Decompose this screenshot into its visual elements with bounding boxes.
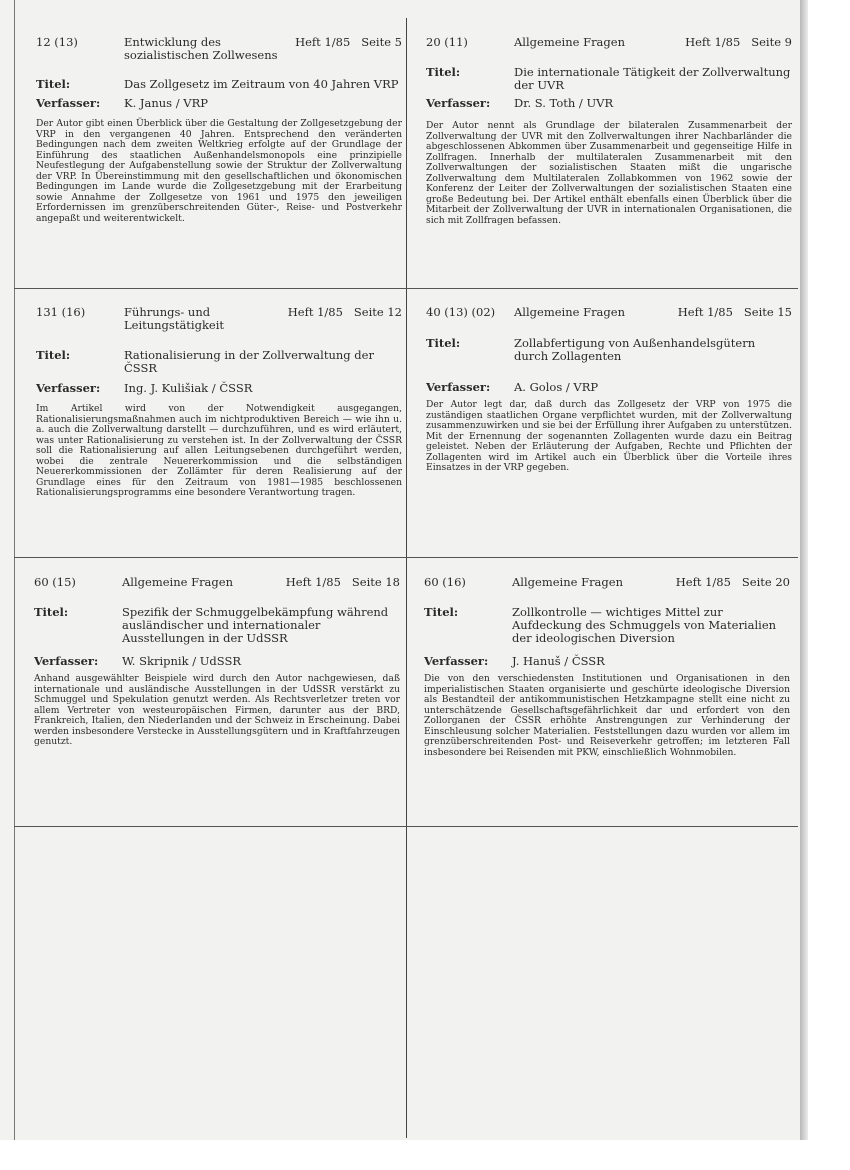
classification-code: 40 (13) (02) bbox=[426, 305, 496, 319]
rubric: Allgemeine Fragen bbox=[512, 575, 623, 589]
author: J. Hanuš / ČSSR bbox=[512, 654, 605, 668]
issue-reference: Heft 1/85 Seite 9 bbox=[685, 35, 792, 49]
rubric: Allgemeine Fragen bbox=[122, 575, 233, 589]
rubric: Führungs- und Leitungstätigkeit bbox=[124, 305, 225, 332]
classification-code: 60 (16) bbox=[424, 575, 466, 589]
card-header bbox=[36, 306, 402, 340]
classification-code: 20 (11) bbox=[426, 35, 468, 49]
title-label: Titel: bbox=[34, 605, 69, 619]
center-divider-line bbox=[406, 18, 407, 1138]
rubric: Entwicklung des sozialistischen Zollwesens bbox=[124, 35, 278, 62]
page-edge-shadow bbox=[800, 0, 808, 1140]
title-label: Titel: bbox=[426, 336, 461, 350]
author-label: Verfasser: bbox=[36, 96, 101, 110]
issue-reference: Heft 1/85 Seite 20 bbox=[675, 575, 790, 589]
classification-code: 12 (13) bbox=[36, 35, 78, 49]
author-label: Verfasser: bbox=[36, 381, 101, 395]
row-divider-2 bbox=[14, 557, 798, 558]
article-title: Spezifik der Schmuggelbekämpfung während ausländischer und internationaler Ausstellungen in der UdSSR bbox=[122, 605, 389, 645]
card-header bbox=[36, 36, 402, 70]
left-border-line bbox=[14, 0, 15, 1140]
abstract-text: Der Autor legt dar, daß durch das Zollgesetz der VRP von 1975 die zuständigen staatlichen Organe verpflichtet wurden, mit der Zollverwaltung zusammenzuwirken und sie bei der Erfüllung ihrer Aufgaben zu unterstützen. Mit der Ernennung der sogenannten Zollagenten wurde dazu ein Beitrag geleistet. Neben der Erläuterung der Aufgaben, Rechte und Pflichten der Zollagenten wird im Artikel auch ein Überblick über die Vorteile ihres Einsatzes in der VRP gegeben. bbox=[426, 399, 792, 473]
author: K. Janus / VRP bbox=[124, 96, 208, 110]
author-label: Verfasser: bbox=[426, 380, 491, 394]
title-label: Titel: bbox=[36, 77, 71, 91]
row-divider-3 bbox=[14, 826, 798, 827]
article-title: Das Zollgesetz im Zeitraum von 40 Jahren VRP bbox=[124, 77, 399, 91]
article-title: Rationalisierung in der Zollverwaltung der ČSSR bbox=[124, 348, 374, 375]
author-label: Verfasser: bbox=[426, 96, 491, 110]
author: Dr. S. Toth / UVR bbox=[514, 96, 614, 110]
article-title: Zollkontrolle — wichtiges Mittel zur Aufdeckung des Schmuggels von Materialien der ideologischen Diversion bbox=[512, 605, 777, 645]
article-title: Zollabfertigung von Außenhandelsgütern durch Zollagenten bbox=[514, 336, 756, 363]
abstract-text: Der Autor gibt einen Überblick über die Gestaltung der Zollgesetzgebung der VRP in den vergangenen 40 Jahren. Entsprechend den veränderten Bedingungen nach dem zweiten Weltkrieg erfolgte auf der Grundlage der Einführung des staatlichen Außenhandelsmonopols eine prinzipielle Neufestlegung der Aufgabenstellung sowie der Struktur der Zollverwaltung der VRP. In Übereinstimmung mit den gesellschaftlichen und ökonomischen Bedingungen im Lande wurde die Zollgesetzgebung mit der Erarbeitung sowie Annahme der Zollgesetze von 1961 und 1975 den jeweiligen Erfordernissen im grenzüberschreitenden Güter-, Reise- und Postverkehr angepaßt und weiterentwickelt. bbox=[36, 118, 402, 224]
abstract-text: Die von den verschiedensten Institutionen und Organisationen in den imperialistischen Staaten organisierte und geschürte ideologische Diversion als Bestandteil der antikommunistischen Hetzkampagne stellt eine nicht zu unterschätzende Gesellschaftsgefährlichkeit dar und erfordert von den Zollorganen der ČSSR erhöhte Anstrengungen zur Verhinderung der Einschleusung solcher Materialien. Feststellungen dazu wurden vor allem im grenzüberschreitenden Post- und Reiseverkehr getroffen; im letzteren Fall insbesondere bei Reisenden mit PKW, einschließlich Wohnmobilen. bbox=[424, 673, 790, 758]
article-title: Die internationale Tätigkeit der Zollverwaltung der UVR bbox=[514, 65, 791, 92]
issue-reference: Heft 1/85 Seite 5 bbox=[295, 35, 402, 49]
abstract-text: Im Artikel wird von der Notwendigkeit ausgegangen, Rationalisierungsmaßnahmen auch im nichtproduktiven Bereich — wie ihn u. a. auch die Zollverwaltung darstellt — durchzuführen, und es wird erläutert, was unter Rationalisierung zu verstehen ist. In der Zollverwaltung der ČSSR soll die Rationalisierung auf allen Leitungsebenen durchgeführt werden, wobei die zentrale Neuererkommission und die selbständigen Neuererkommissionen der Zollämter für deren Realisierung auf der Grundlage eines für den Zeitraum von 1981—1985 beschlossenen Rationalisierungsprogramms eine besondere Verantwortung tragen. bbox=[36, 403, 402, 498]
classification-code: 131 (16) bbox=[36, 305, 86, 319]
issue-reference: Heft 1/85 Seite 15 bbox=[677, 305, 792, 319]
author: A. Golos / VRP bbox=[514, 380, 599, 394]
card-header bbox=[426, 306, 792, 340]
classification-code: 60 (15) bbox=[34, 575, 76, 589]
author-label: Verfasser: bbox=[424, 654, 489, 668]
row-divider-1 bbox=[14, 288, 798, 289]
abstract-text: Der Autor nennt als Grundlage der bilateralen Zusammenarbeit der Zollverwaltung der UVR mit den Zollverwaltungen ihrer Nachbarländer die abgeschlossenen Abkommen über Zusammenarbeit und gegenseitige Hilfe in Zollfragen. Innerhalb der multilateralen Zusammenarbeit mit den Zollverwaltungen der sozialistischen Staaten mißt die ungarische Zollverwaltung dem Multilateralen Zollabkommen von 1962 sowie der Konferenz der Leiter der Zollverwaltungen der sozialistischen Staaten eine große Bedeutung bei. Der Artikel enthält ebenfalls einen Überblick über die Mitarbeit der Zollverwaltung der UVR in internationalen Organisationen, die sich mit Zollfragen befassen. bbox=[426, 120, 792, 226]
author: Ing. J. Kulišiak / ČSSR bbox=[124, 381, 253, 395]
title-label: Titel: bbox=[424, 605, 459, 619]
issue-reference: Heft 1/85 Seite 18 bbox=[285, 575, 400, 589]
rubric: Allgemeine Fragen bbox=[514, 305, 625, 319]
title-label: Titel: bbox=[426, 65, 461, 79]
abstract-text: Anhand ausgewählter Beispiele wird durch den Autor nachgewiesen, daß internationale und ausländische Ausstellungen in der UdSSR verstärkt zu Schmuggel und Spekulation genutzt werden. Als Rechtsverletzer treten vor allem Vertreter von westeuropäischen Firmen, darunter aus der BRD, Frankreich, Italien, den Niederlanden und der Schweiz in Erscheinung. Dabei werden insbesondere Verstecke in Ausstellungsgütern und in Kraftfahrzeugen genutzt. bbox=[34, 673, 400, 747]
title-label: Titel: bbox=[36, 348, 71, 362]
author-label: Verfasser: bbox=[34, 654, 99, 668]
author: W. Skripnik / UdSSR bbox=[122, 654, 242, 668]
issue-reference: Heft 1/85 Seite 12 bbox=[287, 305, 402, 319]
rubric: Allgemeine Fragen bbox=[514, 35, 625, 49]
